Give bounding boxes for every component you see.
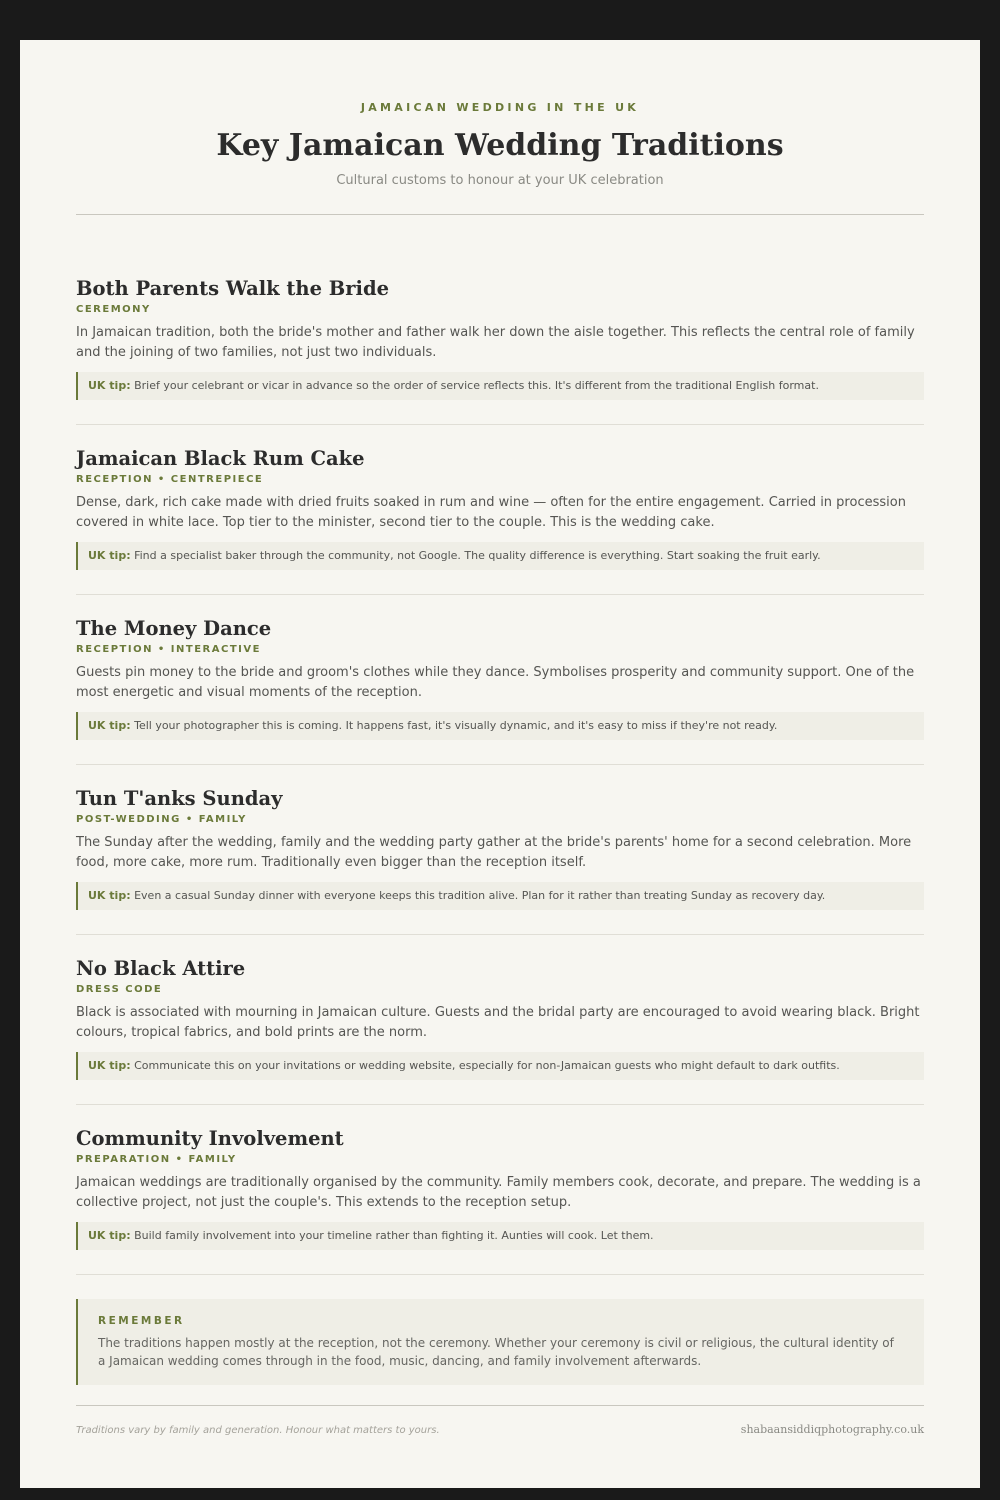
tradition-title: The Money Dance bbox=[76, 617, 272, 640]
uk-tip-text: Find a specialist baker through the community, not Google. The quality difference is everything. Start soaking the fruit early. bbox=[134, 549, 821, 562]
uk-tip bbox=[76, 1052, 924, 1080]
tradition-description: Dense, dark, rich cake made with dried fruits soaked in rum and wine — often for the entire engagement. Carried in procession covered in white lace. Top tier to the minister, second tier to the couple. This is the wedding cake. bbox=[76, 495, 906, 530]
tradition-tag: RECEPTION • CENTREPIECE bbox=[76, 474, 264, 485]
tradition-item bbox=[76, 765, 924, 935]
page-subtitle: Cultural customs to honour at your UK celebration bbox=[336, 173, 664, 188]
uk-tip-label: UK tip: bbox=[88, 889, 131, 902]
remember-text: The traditions happen mostly at the reception, not the ceremony. Whether your ceremony is civil or religious, the cultural identity of a Jamaican wedding comes through in the food, music, dancing, and family involvement afterwards. bbox=[98, 1336, 894, 1368]
tradition-item bbox=[76, 595, 924, 765]
uk-tip-text: Even a casual Sunday dinner with everyone keeps this tradition alive. Plan for it rather than treating Sunday as recovery day. bbox=[134, 889, 826, 902]
uk-tip-label: UK tip: bbox=[88, 719, 131, 732]
uk-tip-text: Build family involvement into your timeline rather than fighting it. Aunties will cook. Let them. bbox=[134, 1229, 654, 1242]
uk-tip bbox=[76, 542, 924, 570]
remember-label: REMEMBER bbox=[98, 1315, 185, 1327]
uk-tip bbox=[76, 712, 924, 740]
tradition-description: The Sunday after the wedding, family and the wedding party gather at the bride's parents' home for a second celebration. More food, more cake, more rum. Traditionally even bigger than the reception itself. bbox=[76, 835, 912, 870]
footer-website: shabaansiddiqphotography.co.uk bbox=[740, 1423, 924, 1436]
footer-note: Traditions vary by family and generation. Honour what matters to yours. bbox=[76, 1425, 440, 1436]
traditions-list bbox=[76, 215, 924, 1275]
tradition-title: Both Parents Walk the Bride bbox=[76, 277, 389, 300]
page-header bbox=[76, 40, 924, 215]
uk-tip-label: UK tip: bbox=[88, 1059, 131, 1072]
uk-tip bbox=[76, 1222, 924, 1250]
tradition-title: Community Involvement bbox=[76, 1127, 344, 1150]
uk-tip-text: Tell your photographer this is coming. It happens fast, it's visually dynamic, and it's easy to miss if they're not ready. bbox=[134, 719, 778, 732]
tradition-tag: CEREMONY bbox=[76, 304, 151, 315]
tradition-item bbox=[76, 255, 924, 425]
tradition-tag: RECEPTION • INTERACTIVE bbox=[76, 644, 261, 655]
tradition-description: Guests pin money to the bride and groom's clothes while they dance. Symbolises prosperity and community support. One of the most energetic and visual moments of the reception. bbox=[76, 665, 915, 700]
eyebrow-label: JAMAICAN WEDDING IN THE UK bbox=[360, 101, 640, 114]
tradition-tag: POST-WEDDING • FAMILY bbox=[76, 814, 247, 825]
uk-tip-label: UK tip: bbox=[88, 549, 131, 562]
tradition-tag: PREPARATION • FAMILY bbox=[76, 1154, 237, 1165]
tradition-item bbox=[76, 935, 924, 1105]
tradition-title: Tun T'anks Sunday bbox=[76, 787, 283, 810]
tradition-title: No Black Attire bbox=[76, 957, 246, 980]
tradition-description: Black is associated with mourning in Jamaican culture. Guests and the bridal party are encouraged to avoid wearing black. Bright colours, tropical fabrics, and bold prints are the norm. bbox=[76, 1005, 920, 1040]
tradition-item bbox=[76, 1105, 924, 1275]
tradition-title: Jamaican Black Rum Cake bbox=[76, 447, 365, 470]
document-page bbox=[20, 40, 980, 1488]
remember-callout bbox=[76, 1299, 924, 1385]
uk-tip bbox=[76, 372, 924, 400]
tradition-description: Jamaican weddings are traditionally organised by the community. Family members cook, decorate, and prepare. The wedding is a collective project, not just the couple's. This extends to the reception setup. bbox=[76, 1175, 921, 1210]
uk-tip-text: Brief your celebrant or vicar in advance so the order of service reflects this. It's different from the traditional English format. bbox=[134, 379, 819, 392]
tradition-item bbox=[76, 425, 924, 595]
tradition-tag: DRESS CODE bbox=[76, 984, 163, 995]
page-title: Key Jamaican Wedding Traditions bbox=[216, 128, 784, 163]
page-footer bbox=[76, 1405, 924, 1436]
tradition-description: In Jamaican tradition, both the bride's mother and father walk her down the aisle together. This reflects the central role of family and the joining of two families, not just two individuals. bbox=[76, 325, 915, 360]
uk-tip-label: UK tip: bbox=[88, 379, 131, 392]
uk-tip-label: UK tip: bbox=[88, 1229, 131, 1242]
uk-tip-text: Communicate this on your invitations or wedding website, especially for non-Jamaican guests who might default to dark outfits. bbox=[134, 1059, 840, 1072]
uk-tip bbox=[76, 882, 924, 910]
